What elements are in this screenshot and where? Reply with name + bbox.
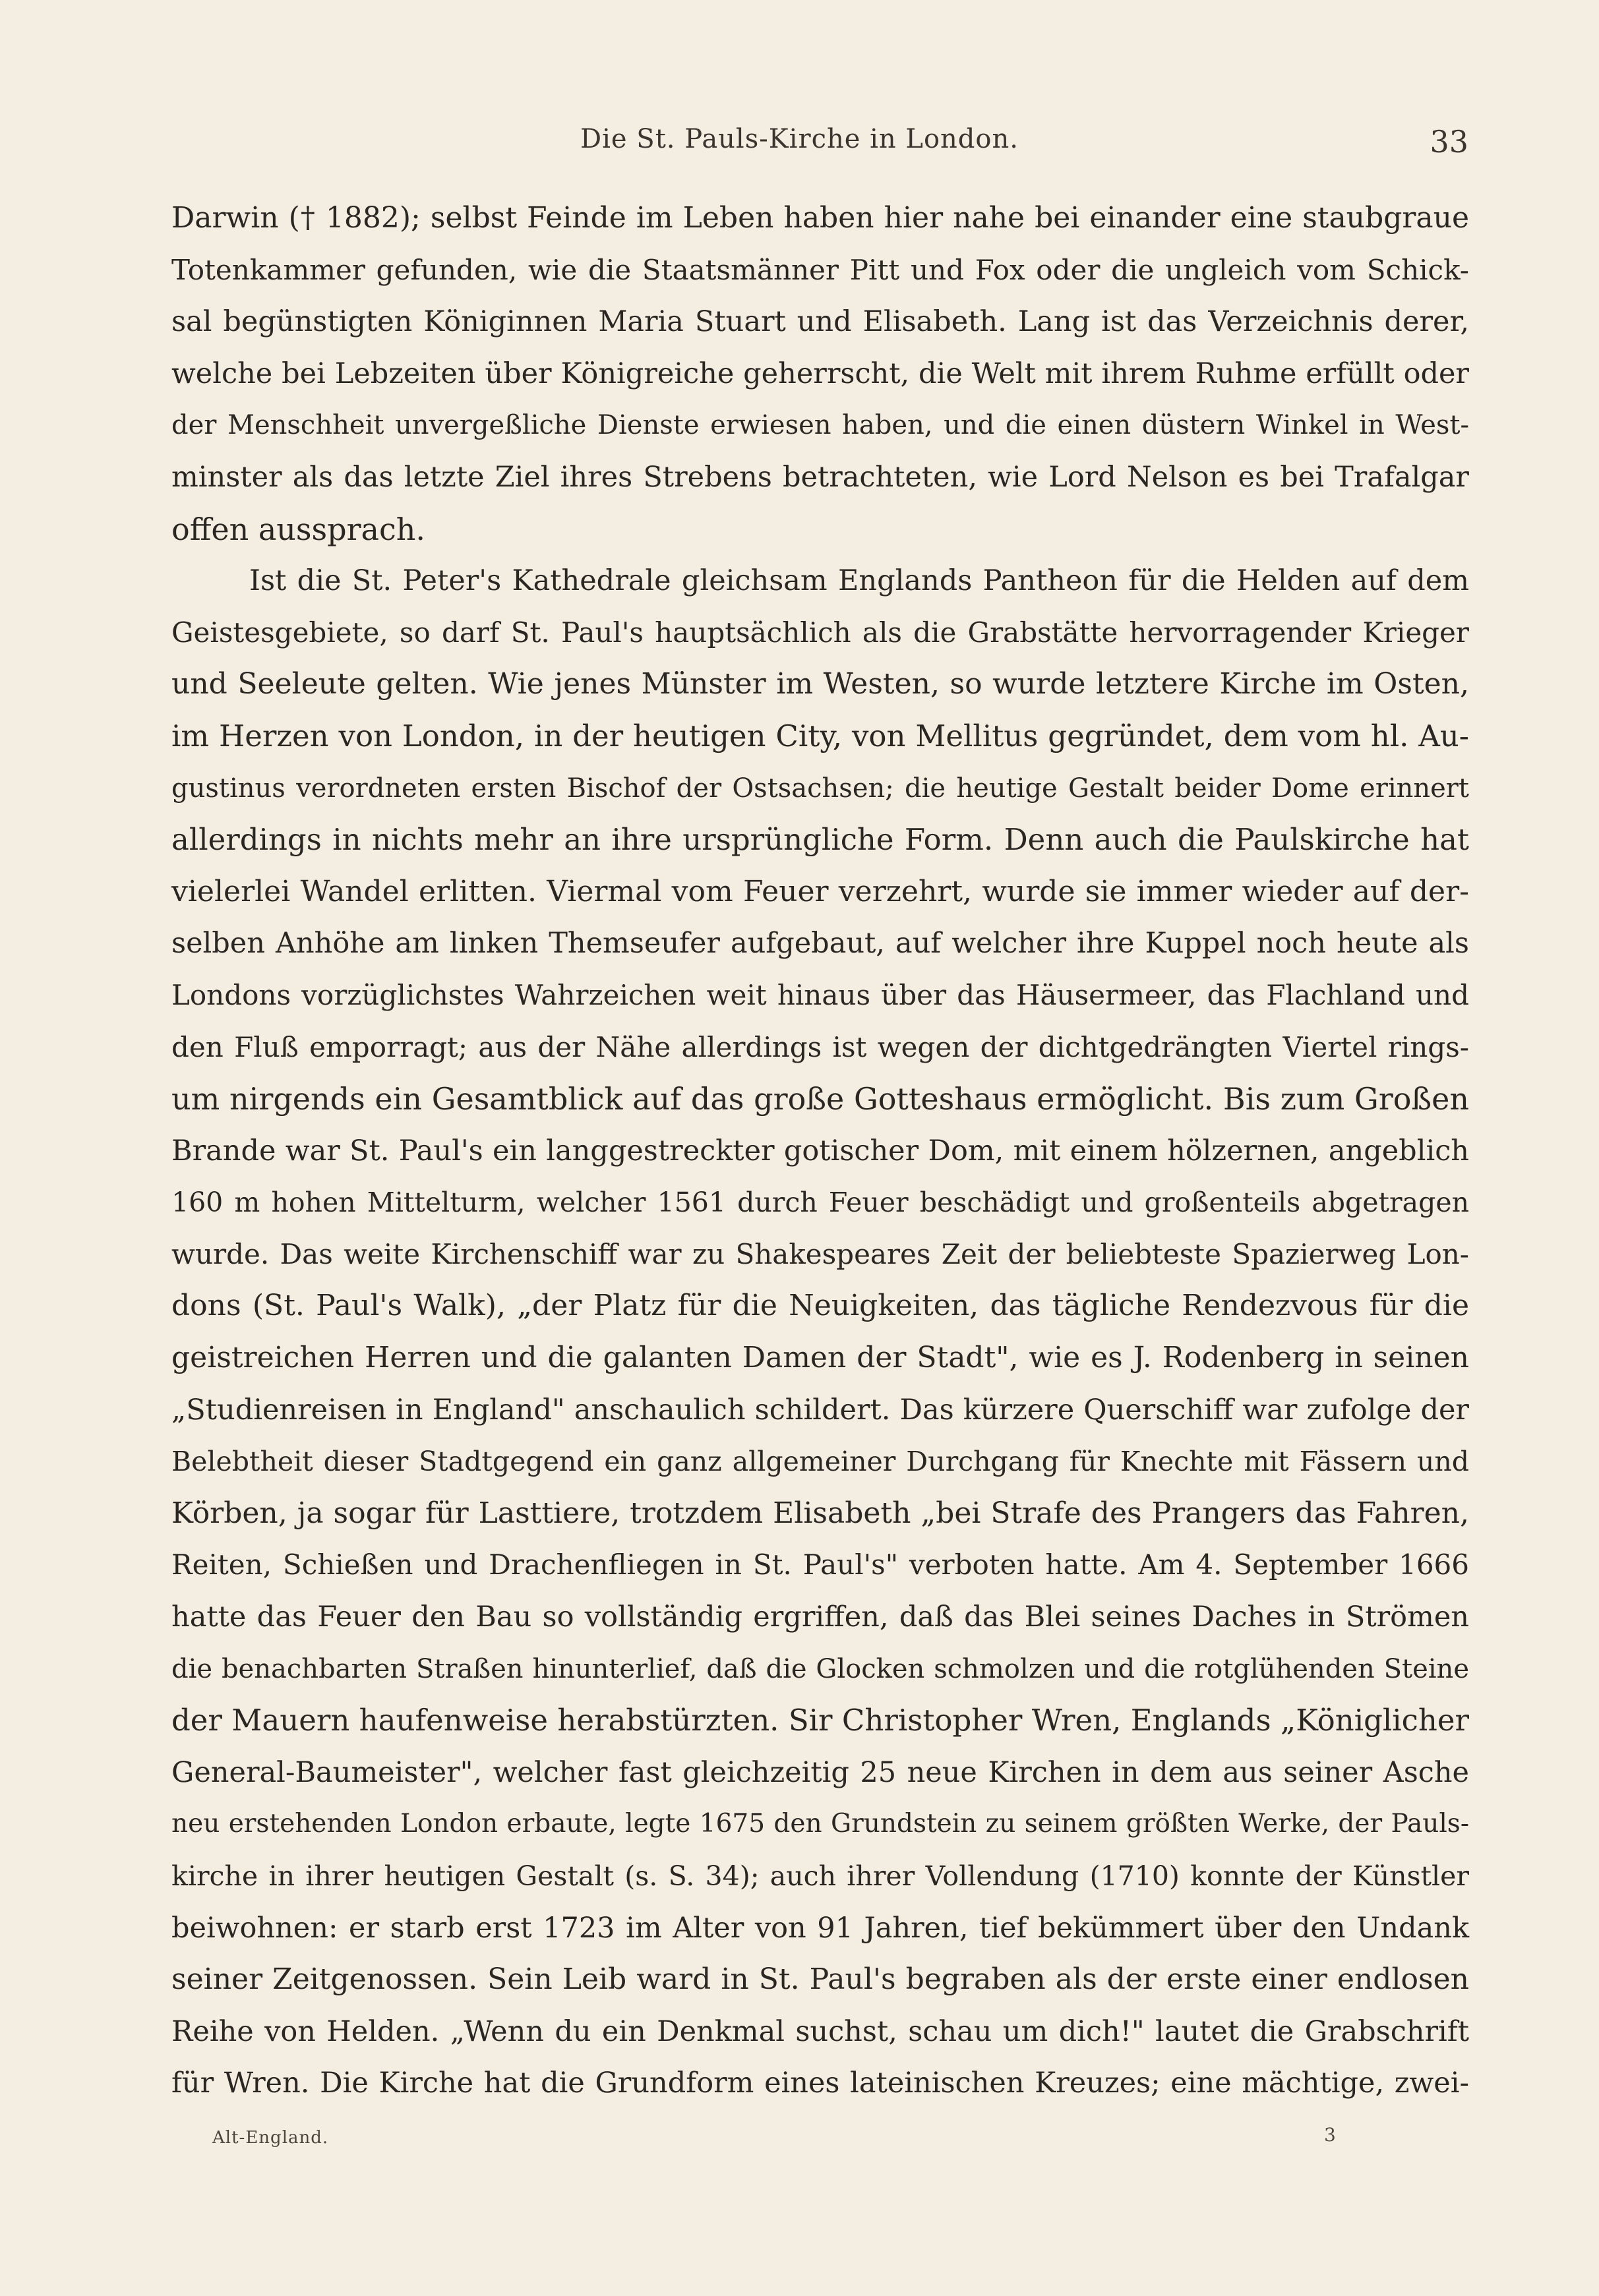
text-line: Totenkammer gefunden, wie die Staatsmänner Pitt und Fox oder die ungleich vom Schick- <box>171 253 1469 286</box>
text-line: allerdings in nichts mehr an ihre ursprüngliche Form. Denn auch die Paulskirche hat <box>171 822 1469 858</box>
text-line: neu erstehenden London erbaute, legte 1675 den Grundstein zu seinem größten Werke, der Pauls- <box>171 1809 1469 1839</box>
text-line: der Mauern haufenweise herabstürzten. Sir Christopher Wren, Englands „Königlicher <box>171 1703 1469 1738</box>
text-line: der Menschheit unvergeßliche Dienste erwiesen haben, und die einen düstern Winkel in West- <box>171 410 1469 441</box>
text-line: gustinus verordneten ersten Bischof der Ostsachsen; die heutige Gestalt beider Dome erinnert <box>171 773 1469 804</box>
text-line: kirche in ihrer heutigen Gestalt (s. S. 34); auch ihrer Vollendung (1710) konnte der Künstler <box>171 1860 1469 1892</box>
text-line: Brande war St. Paul's ein langgestreckter gotischer Dom, mit einem hölzernen, angeblich <box>171 1134 1469 1167</box>
text-line: General-Baumeister", welcher fast gleichzeitig 25 neue Kirchen in dem aus seiner Asche <box>171 1755 1469 1789</box>
text-line: beiwohnen: er starb erst 1723 im Alter von 91 Jahren, tief bekümmert über den Undank <box>171 1911 1469 1945</box>
text-line: Darwin († 1882); selbst Feinde im Leben haben hier nahe bei einander eine staubgraue <box>171 201 1469 235</box>
text-line: und Seeleute gelten. Wie jenes Münster im Westen, so wurde letztere Kirche im Osten, <box>171 667 1469 701</box>
signature-mark: 3 <box>1324 2124 1336 2146</box>
running-title: Die St. Pauls-Kirche in London. <box>580 124 1019 154</box>
text-line: seiner Zeitgenossen. Sein Leib ward in St. Paul's begraben als der erste einer endlosen <box>171 1962 1469 1997</box>
text-line: Reiten, Schießen und Drachenfliegen in St. Paul's" verboten hatte. Am 4. September 1666 <box>171 1548 1469 1581</box>
text-line: für Wren. Die Kirche hat die Grundform eines lateinischen Kreuzes; eine mächtige, zwei- <box>171 2067 1469 2100</box>
text-line: welche bei Lebzeiten über Königreiche geherrscht, die Welt mit ihrem Ruhme erfüllt oder <box>171 357 1469 390</box>
page-number: 33 <box>1430 124 1468 160</box>
text-line: „Studienreisen in England" anschaulich schildert. Das kürzere Querschiff war zufolge der <box>171 1393 1469 1427</box>
text-line: Geistesgebiete, so darf St. Paul's hauptsächlich als die Grabstätte hervorragender Krieger <box>171 616 1469 649</box>
text-line: Belebtheit dieser Stadtgegend ein ganz allgemeiner Durchgang für Knechte mit Fässern und <box>171 1446 1469 1478</box>
text-line: sal begünstigten Königinnen Maria Stuart und Elisabeth. Lang ist das Verzeichnis derer, <box>171 305 1469 339</box>
text-line: im Herzen von London, in der heutigen City, von Mellitus gegründet, dem vom hl. Au- <box>171 718 1469 753</box>
signature-label: Alt-England. <box>212 2128 329 2148</box>
running-head <box>0 124 1599 163</box>
page-footer <box>0 2124 1599 2161</box>
text-line: Londons vorzüglichstes Wahrzeichen weit hinaus über das Häusermeer, das Flachland und <box>171 978 1469 1011</box>
body-text <box>171 192 1469 2109</box>
text-line: den Fluß emporragt; aus der Nähe allerdings ist wegen der dichtgedrängten Viertel rings- <box>171 1030 1469 1063</box>
text-line: wurde. Das weite Kirchenschiff war zu Shakespeares Zeit der beliebteste Spazierweg Lon- <box>171 1237 1469 1270</box>
text-line: offen aussprach. <box>171 511 425 547</box>
text-line: vielerlei Wandel erlitten. Viermal vom Feuer verzehrt, wurde sie immer wieder auf der- <box>171 874 1469 908</box>
text-line: dons (St. Paul's Walk), „der Platz für die Neuigkeiten, das tägliche Rendezvous für die <box>171 1289 1469 1323</box>
text-line: hatte das Feuer den Bau so vollständig ergriffen, daß das Blei seines Daches in Strömen <box>171 1601 1469 1634</box>
text-line: Reihe von Helden. „Wenn du ein Denkmal suchst, schau um dich!" lautet die Grabschrift <box>171 2015 1469 2048</box>
text-line: selben Anhöhe am linken Themseufer aufgebaut, auf welcher ihre Kuppel noch heute als <box>171 927 1469 960</box>
text-line: die benachbarten Straßen hinunterlief, daß die Glocken schmolzen und die rotglühenden Steine <box>171 1653 1469 1684</box>
paragraph-start-line: Ist die St. Peter's Kathedrale gleichsam Englands Pantheon für die Helden auf dem <box>249 564 1469 598</box>
text-line: geistreichen Herren und die galanten Damen der Stadt", wie es J. Rodenberg in seinen <box>171 1341 1469 1375</box>
text-line: Körben, ja sogar für Lasttiere, trotzdem Elisabeth „bei Strafe des Prangers das Fahren, <box>171 1496 1469 1530</box>
text-line: um nirgends ein Gesamtblick auf das große Gotteshaus ermöglicht. Bis zum Großen <box>171 1081 1469 1117</box>
text-line: 160 m hohen Mittelturm, welcher 1561 durch Feuer beschädigt und großenteils abgetragen <box>171 1187 1469 1219</box>
text-line: minster als das letzte Ziel ihres Strebens betrachteten, wie Lord Nelson es bei Trafalgar <box>171 460 1469 494</box>
